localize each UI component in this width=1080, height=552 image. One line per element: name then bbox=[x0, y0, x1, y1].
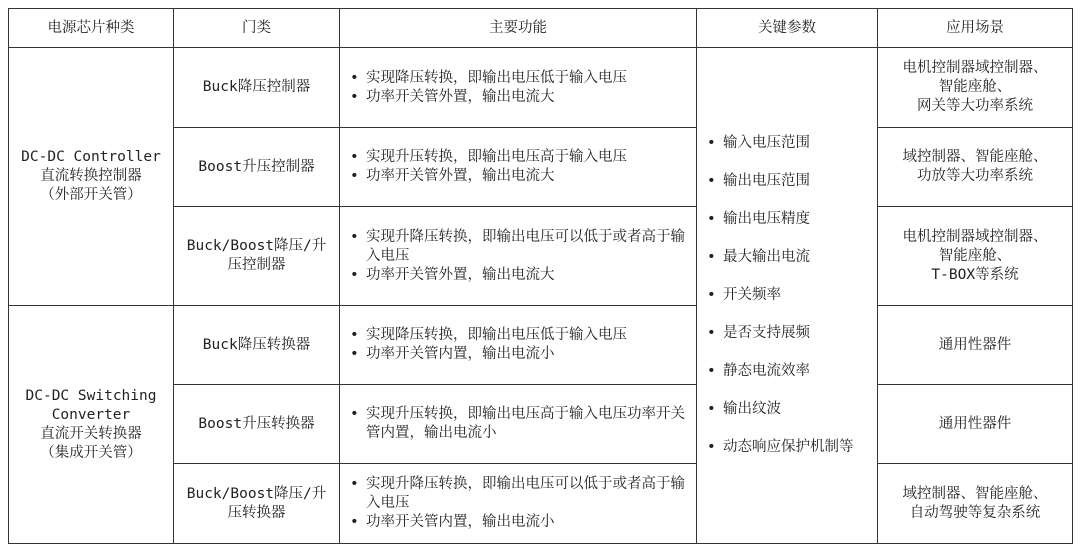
function-item: • 功率开关管外置，输出电流大 bbox=[348, 88, 688, 107]
key-param-item: • 是否支持展频 bbox=[705, 324, 869, 343]
application-cell bbox=[878, 48, 1073, 128]
key-param-item: • 动态响应保护机制等 bbox=[705, 438, 869, 457]
function-cell bbox=[340, 385, 697, 464]
application-line: 网关等大功率系统 bbox=[917, 98, 1033, 114]
function-item: • 实现升压转换，即输出电压高于输入电压功率开关管内置，输出电流小 bbox=[348, 405, 688, 443]
application-line: 电机控制器域控制器、 bbox=[902, 60, 1048, 76]
application-cell bbox=[878, 128, 1073, 207]
header-application: 应用场景 bbox=[878, 9, 1073, 48]
function-list bbox=[348, 475, 688, 532]
application-line: 自动驾驶等复杂系统 bbox=[909, 504, 1041, 521]
function-cell bbox=[340, 48, 697, 128]
category-cell bbox=[174, 128, 340, 207]
application-cell bbox=[878, 207, 1073, 306]
header-key-params: 关键参数 bbox=[697, 9, 878, 48]
chip-type-line: DC-DC Controller bbox=[21, 149, 161, 165]
chip-type-line: DC-DC Switching bbox=[25, 387, 157, 404]
function-list bbox=[348, 69, 688, 107]
function-list bbox=[348, 228, 688, 285]
function-cell bbox=[340, 464, 697, 544]
application-line: 通用性器件 bbox=[938, 336, 1012, 353]
header-main-function: 主要功能 bbox=[340, 9, 697, 48]
key-param-item: • 输出电压范围 bbox=[705, 172, 869, 191]
category-cell bbox=[174, 385, 340, 464]
application-cell bbox=[878, 306, 1073, 385]
key-param-item: • 开关频率 bbox=[705, 286, 869, 305]
function-item: • 实现升压转换，即输出电压高于输入电压 bbox=[348, 148, 688, 167]
chip-type-line: 直流转换控制器 bbox=[40, 168, 142, 184]
key-param-item: • 输出纹波 bbox=[705, 400, 869, 419]
application-line: 域控制器、智能座舱、 bbox=[902, 149, 1048, 165]
key-param-item: • 最大输出电流 bbox=[705, 248, 869, 267]
function-item: • 功率开关管内置，输出电流小 bbox=[348, 345, 688, 364]
key-param-item: • 静态电流效率 bbox=[705, 362, 869, 381]
key-param-item: • 输出电压精度 bbox=[705, 210, 869, 229]
application-line: 域控制器、智能座舱、 bbox=[902, 485, 1048, 502]
application-line: 智能座舱、 bbox=[938, 79, 1012, 95]
function-list bbox=[348, 148, 688, 186]
table-row bbox=[9, 48, 1073, 128]
category-cell bbox=[174, 207, 340, 306]
chip-type-cell bbox=[9, 48, 174, 306]
function-item: • 实现降压转换，即输出电压低于输入电压 bbox=[348, 69, 688, 88]
function-item: • 功率开关管外置，输出电流大 bbox=[348, 167, 688, 186]
application-line: 智能座舱、 bbox=[938, 247, 1012, 264]
function-item: • 实现升降压转换，即输出电压可以低于或者高于输入电压 bbox=[348, 228, 688, 266]
category-line: Buck降压转换器 bbox=[202, 336, 311, 353]
key-param-item: • 输入电压范围 bbox=[705, 134, 869, 153]
category-line: Boost升压控制器 bbox=[198, 158, 315, 175]
application-cell bbox=[878, 385, 1073, 464]
application-line: 通用性器件 bbox=[938, 415, 1012, 432]
function-item: • 实现升降压转换，即输出电压可以低于或者高于输入电压 bbox=[348, 475, 688, 513]
category-cell bbox=[174, 306, 340, 385]
category-line: 压转换器 bbox=[227, 504, 286, 521]
category-line: Buck/Boost降压/升 bbox=[186, 238, 327, 254]
category-cell bbox=[174, 464, 340, 544]
header-chip-type: 电源芯片种类 bbox=[9, 9, 174, 48]
application-line: 功放等大功率系统 bbox=[917, 168, 1033, 184]
chip-type-line: Converter bbox=[51, 406, 131, 423]
chip-type-line: （外部开关管） bbox=[40, 187, 142, 203]
application-line: T-BOX等系统 bbox=[931, 266, 1019, 283]
function-cell bbox=[340, 207, 697, 306]
function-item: • 功率开关管内置，输出电流小 bbox=[348, 513, 688, 532]
category-line: Buck降压控制器 bbox=[202, 79, 311, 95]
function-list bbox=[348, 326, 688, 364]
category-cell bbox=[174, 48, 340, 128]
header-category: 门类 bbox=[174, 9, 340, 48]
power-chip-table bbox=[8, 8, 1073, 544]
category-line: 压控制器 bbox=[227, 257, 286, 273]
category-line: Buck/Boost降压/升 bbox=[186, 485, 327, 502]
function-cell bbox=[340, 306, 697, 385]
function-item: • 功率开关管外置，输出电流大 bbox=[348, 266, 688, 285]
category-line: Boost升压转换器 bbox=[198, 415, 315, 432]
function-item: • 实现降压转换，即输出电压低于输入电压 bbox=[348, 326, 688, 345]
chip-type-cell bbox=[9, 306, 174, 544]
key-params-list bbox=[705, 134, 869, 457]
function-cell bbox=[340, 128, 697, 207]
key-params-cell bbox=[697, 48, 878, 544]
table-row bbox=[9, 306, 1073, 385]
chip-type-line: 直流开关转换器 bbox=[40, 425, 142, 442]
chip-type-line: （集成开关管） bbox=[40, 444, 142, 461]
header-row bbox=[9, 9, 1073, 48]
application-line: 电机控制器域控制器、 bbox=[902, 228, 1048, 245]
application-cell bbox=[878, 464, 1073, 544]
function-list bbox=[348, 405, 688, 443]
